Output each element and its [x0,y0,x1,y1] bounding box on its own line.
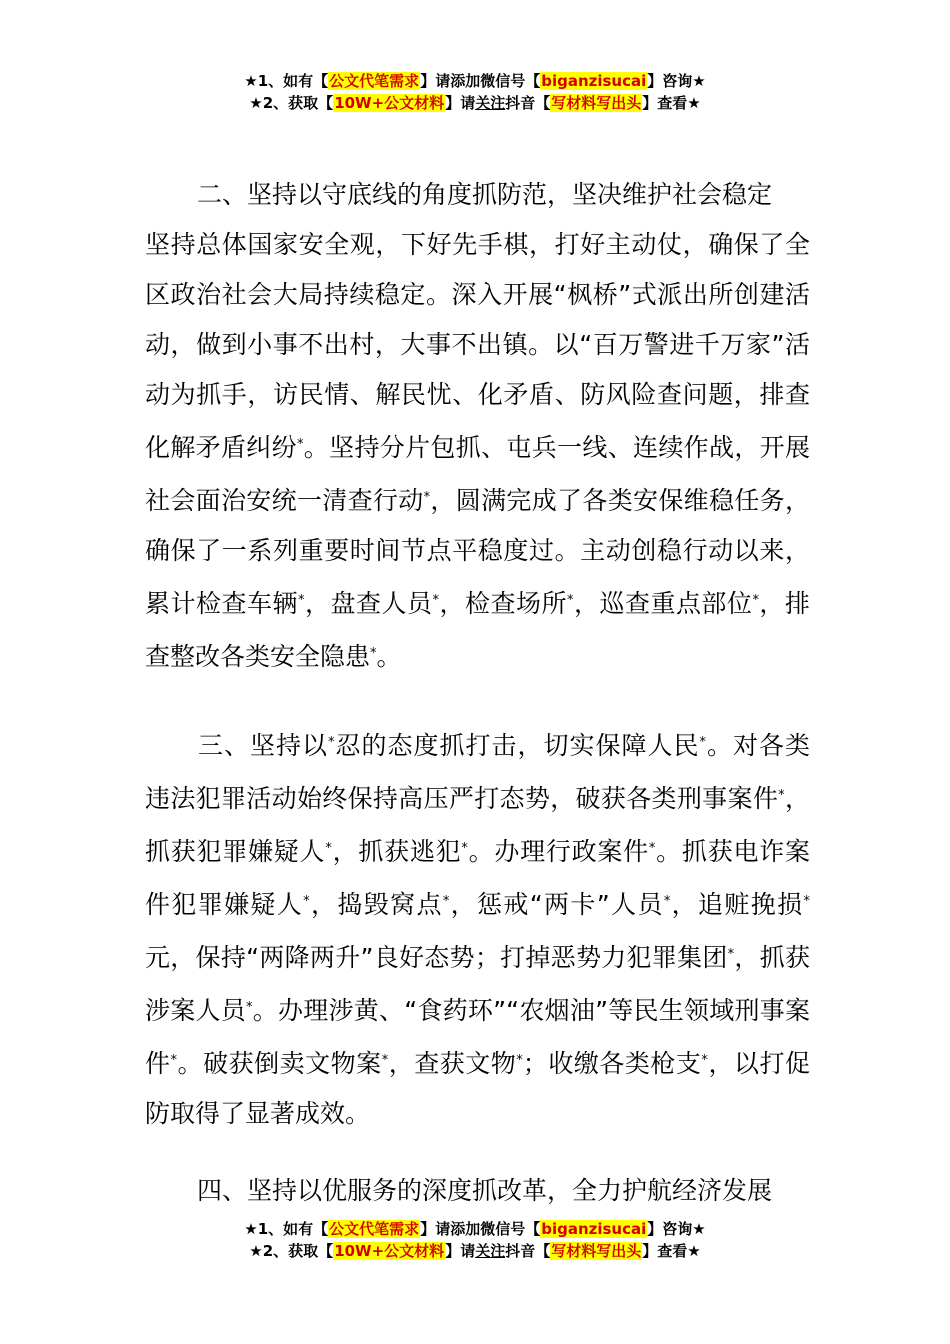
body-text: ，查获文物 [388,1049,517,1078]
body-text: 。办理行政案件 [467,837,649,866]
banner-text: 抖音【 [505,94,551,112]
body-text: ，抓获涉案人员 [145,943,810,1025]
body-text: 忍的态度抓打击，切实保障人民 [334,731,700,760]
banner-text: ★2、获取【 [249,94,334,112]
omission-mark: * [296,437,304,452]
banner-text: 抖音【 [505,1242,551,1260]
section-2 [145,170,810,682]
body-text: ；收缴各类枪支 [522,1049,702,1078]
body-text: 。 [376,642,402,671]
body-text: ，抓获犯罪嫌疑人 [145,784,810,866]
header-banner [0,70,950,114]
banner-text: 】请 [445,1242,476,1260]
body-text: ，检查场所 [438,589,567,618]
body-text: ，以打促防取得了显著成效。 [145,1049,810,1128]
omission-mark: * [803,894,810,909]
body-text: ，圆满完成了各类安保维稳任务，确保了一系列重要时间节点平稳度过。主动创稳行动以来，累计检查车辆 [145,486,810,618]
omission-mark: * [516,1053,523,1068]
banner-text: ★2、获取【 [249,1242,334,1260]
section-3 [145,718,810,1139]
banner-text: 】咨询★ [647,72,706,90]
section-2-heading [145,170,810,220]
banner-douyin-id: 写材料写出头 [551,1242,642,1260]
banner-line-2 [0,1240,950,1262]
banner-highlight: 公文代笔需求 [329,72,420,90]
banner-text: 】查看★ [642,1242,701,1260]
body-text: 坚持总体国家安全观，下好先手棋，打好主动仗，确保了全区政治社会大局持续稳定。深入开展“枫桥”式派出所创建活动，做到小事不出村，大事不出镇。以“百万警进千万家”活动为抓手，访民情、解民忧、化矛盾、防风险查问题，排查化解矛盾纠纷 [145,230,810,462]
banner-line-1 [0,70,950,92]
banner-text: 】请 [445,94,476,112]
section-4-heading [145,1166,810,1216]
banner-wechat-id: biganzisucai [541,72,647,90]
body-text: ，捣毁窝点 [309,890,443,919]
section-heading-text: 二、坚持以守底线的角度抓防范，坚决维护社会稳定 [197,180,773,209]
body-text: ，惩戒“两卡”人员 [449,890,664,919]
body-text: 。办理涉黄、“食药环”“农烟油”等民生领域刑事案件 [145,996,810,1078]
banner-douyin-id: 写材料写出头 [551,94,642,112]
banner-highlight: 10W+公文材料 [334,1242,445,1260]
omission-mark: * [461,841,468,856]
omission-mark: * [381,1053,389,1068]
body-text: ，追赃挽损 [670,890,804,919]
omission-mark: * [727,947,735,962]
body-text: ，巡查重点部位 [573,589,753,618]
banner-text: ★1、如有【 [244,1220,329,1238]
banner-text: 】请添加微信号【 [420,1220,541,1238]
omission-mark: * [370,646,377,661]
omission-mark: * [778,788,785,803]
section-heading-text: 四、坚持以优服务的深度抓改革，全力护航经济发展 [197,1176,773,1205]
body-text: ，盘查人员 [304,589,433,618]
omission-mark: * [752,593,759,608]
omission-mark: * [170,1053,178,1068]
section-4 [145,1166,810,1216]
body-text: ，排查整改各类安全隐患 [145,589,810,671]
banner-line-1 [0,1218,950,1240]
section-3-body [145,718,810,1139]
body-text: 。破获倒卖文物案 [177,1049,382,1078]
banner-text: 】请添加微信号【 [420,72,541,90]
omission-mark: * [701,1053,708,1068]
banner-highlight: 公文代笔需求 [329,1220,420,1238]
omission-mark: * [648,841,656,856]
banner-wechat-id: biganzisucai [541,1220,647,1238]
omission-mark: * [246,1000,253,1015]
body-text: 元，保持“两降两升”良好态势；打掉恶势力犯罪集团 [145,943,728,972]
footer-banner [0,1218,950,1262]
banner-underline: 关注 [475,94,506,112]
omission-mark: * [328,735,335,750]
omission-mark: * [325,841,332,856]
banner-underline: 关注 [475,1242,506,1260]
banner-highlight: 10W+公文材料 [334,94,445,112]
body-text: 三、坚持以 [197,731,328,760]
omission-mark: * [442,894,450,909]
body-text: 。对各类违法犯罪活动始终保持高压严打态势，破获各类刑事案件 [145,731,810,813]
omission-mark: * [303,894,310,909]
body-text: 。坚持分片包抓、屯兵一线、连续作战，开展社会面治安统一清查行动 [145,433,810,515]
omission-mark: * [699,735,706,750]
omission-mark: * [423,490,431,505]
omission-mark: * [297,593,305,608]
banner-line-2 [0,92,950,114]
banner-text: 】查看★ [642,94,701,112]
banner-text: ★1、如有【 [244,72,329,90]
omission-mark: * [432,593,439,608]
omission-mark: * [663,894,671,909]
body-text: ，抓获逃犯 [331,837,462,866]
body-text: 。抓获电诈案件犯罪嫌疑人 [145,837,810,919]
section-2-body [145,220,810,682]
banner-text: 】咨询★ [647,1220,706,1238]
omission-mark: * [566,593,574,608]
